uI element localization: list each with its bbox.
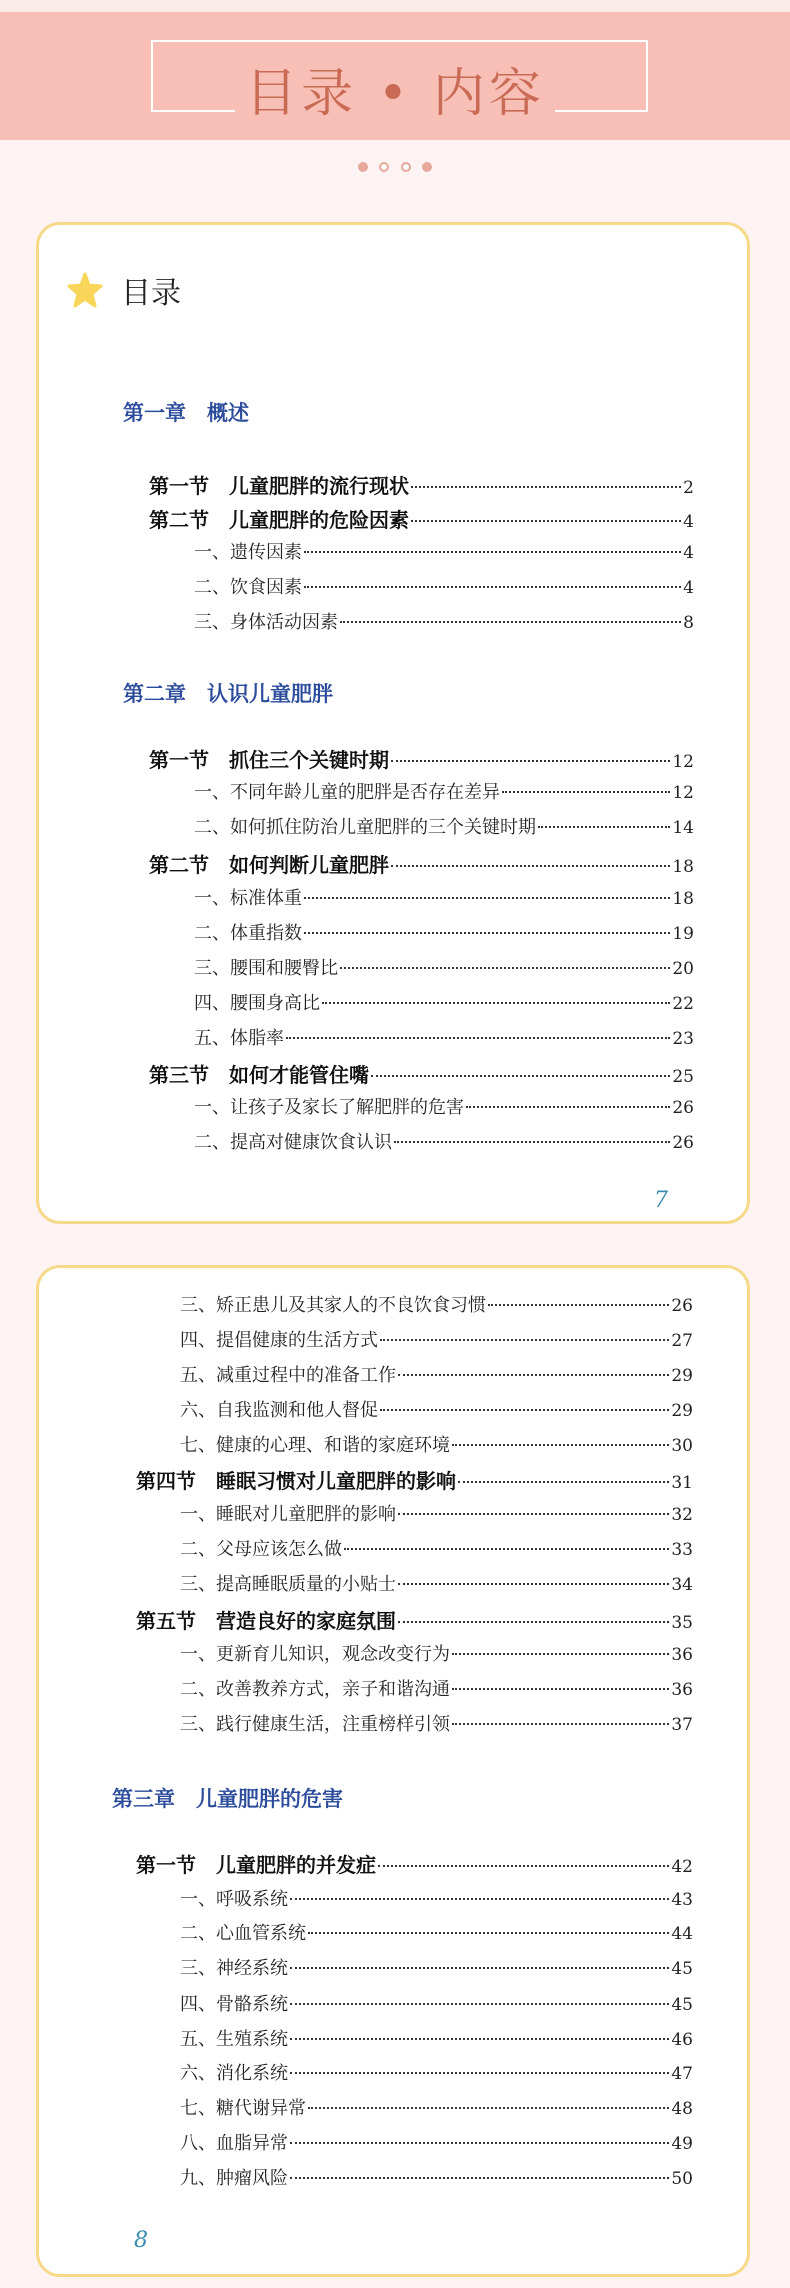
page-number: 8 <box>134 2228 148 2253</box>
toc-entry-title: 一、标准体重 <box>194 888 302 909</box>
toc-entry-page: 26 <box>671 1296 693 1316</box>
toc-entry-title: 七、健康的心理、和谐的家庭环境 <box>180 1435 450 1456</box>
toc-entry-title: 一、不同年龄儿童的肥胖是否存在差异 <box>194 782 500 803</box>
toc-subsection-entry[interactable] <box>180 2164 693 2190</box>
dot-leader <box>290 1967 669 1969</box>
dot-leader <box>398 1513 669 1515</box>
toc-entry-title: 三、提高睡眠质量的小贴士 <box>180 1574 396 1595</box>
toc-entry-title: 第三节 如何才能管住嘴 <box>149 1063 369 1087</box>
toc-subsection-entry[interactable] <box>180 1885 693 1911</box>
toc-entry-page: 12 <box>672 752 694 772</box>
toc-entry-page: 45 <box>671 1959 693 1979</box>
toc-entry-page: 50 <box>671 2169 693 2189</box>
dot-leader <box>394 1141 670 1143</box>
toc-subsection-entry[interactable] <box>180 2094 693 2120</box>
star-icon <box>67 272 103 308</box>
toc-subsection-entry[interactable] <box>180 1675 693 1701</box>
toc-entry-page: 18 <box>672 889 694 909</box>
dot-leader <box>290 2003 669 2005</box>
top-strip <box>0 0 790 12</box>
dot-leader <box>304 932 670 934</box>
page-dot[interactable] <box>422 162 432 172</box>
toc-subsection-entry[interactable] <box>194 1024 694 1050</box>
toc-entry-title: 二、饮食因素 <box>194 577 302 598</box>
dot-leader <box>371 1075 670 1077</box>
toc-entry-title: 一、更新育儿知识，观念改变行为 <box>180 1644 450 1665</box>
dot-leader <box>380 1339 669 1341</box>
toc-entry-page: 29 <box>671 1401 693 1421</box>
toc-entry-title: 二、心血管系统 <box>180 1923 306 1944</box>
toc-entry-title: 一、睡眠对儿童肥胖的影响 <box>180 1504 396 1525</box>
toc-subsection-entry[interactable] <box>180 2025 693 2051</box>
dot-leader <box>304 897 670 899</box>
dot-leader <box>340 621 681 623</box>
dot-leader <box>391 865 670 867</box>
dot-leader <box>398 1621 669 1623</box>
dot-leader <box>488 1304 669 1306</box>
toc-entry-title: 六、自我监测和他人督促 <box>180 1400 378 1421</box>
toc-entry-page: 36 <box>671 1645 693 1665</box>
toc-entry-page: 47 <box>671 2064 693 2084</box>
toc-section-entry[interactable] <box>136 1465 693 1494</box>
toc-entry-title: 六、消化系统 <box>180 2063 288 2084</box>
toc-entry-page: 18 <box>672 857 694 877</box>
toc-subsection-entry[interactable] <box>194 1093 694 1119</box>
toc-entry-page: 4 <box>683 543 694 563</box>
dot-leader <box>502 791 670 793</box>
toc-subsection-entry[interactable] <box>180 1990 693 2016</box>
dot-leader <box>290 1898 669 1900</box>
toc-entry-page: 45 <box>671 1995 693 2015</box>
banner-title <box>0 46 790 142</box>
toc-entry-page: 42 <box>671 1857 693 1877</box>
toc-subsection-entry[interactable] <box>180 1500 693 1526</box>
toc-entry-page: 35 <box>671 1613 693 1633</box>
toc-entry-page: 37 <box>671 1715 693 1735</box>
dot-leader <box>290 2072 669 2074</box>
toc-entry-page: 19 <box>672 924 694 944</box>
toc-entry-title: 一、呼吸系统 <box>180 1889 288 1910</box>
toc-section-entry[interactable] <box>149 849 694 878</box>
toc-entry-title: 二、提高对健康饮食认识 <box>194 1132 392 1153</box>
dot-leader <box>344 1548 669 1550</box>
toc-entry-title: 第一节 儿童肥胖的流行现状 <box>149 474 409 498</box>
toc-entry-title: 五、生殖系统 <box>180 2029 288 2050</box>
dot-leader <box>322 1002 670 1004</box>
dot-leader <box>378 1865 669 1867</box>
toc-section-entry[interactable] <box>149 744 694 773</box>
toc-subsection-entry[interactable] <box>180 1361 693 1387</box>
dot-leader <box>340 967 670 969</box>
dot-leader <box>304 551 681 553</box>
toc-subsection-entry[interactable] <box>180 2129 693 2155</box>
toc-subsection-entry[interactable] <box>194 608 694 634</box>
toc-entry-title: 三、践行健康生活，注重榜样引领 <box>180 1714 450 1735</box>
toc-section-entry[interactable] <box>149 470 694 499</box>
dot-leader <box>411 520 681 522</box>
toc-heading <box>67 270 181 310</box>
toc-subsection-entry[interactable] <box>180 1535 693 1561</box>
dot-leader <box>286 1037 670 1039</box>
toc-entry-title: 九、肿瘤风险 <box>180 2168 288 2189</box>
dot-leader <box>452 1444 669 1446</box>
toc-entry-page: 33 <box>671 1540 693 1560</box>
toc-entry-page: 44 <box>671 1924 693 1944</box>
toc-entry-title: 五、体脂率 <box>194 1028 284 1049</box>
dot-leader <box>458 1481 669 1483</box>
dot-leader <box>290 2142 669 2144</box>
toc-entry-page: 34 <box>671 1575 693 1595</box>
toc-entry-page: 29 <box>671 1366 693 1386</box>
toc-subsection-entry[interactable] <box>180 1396 693 1422</box>
toc-entry-page: 49 <box>671 2134 693 2154</box>
toc-subsection-entry[interactable] <box>180 1710 693 1736</box>
toc-entry-title: 二、如何抓住防治儿童肥胖的三个关键时期 <box>194 817 536 838</box>
page-dot[interactable] <box>379 162 389 172</box>
toc-section-entry[interactable] <box>149 1059 694 1088</box>
toc-entry-title: 三、矫正患儿及其家人的不良饮食习惯 <box>180 1295 486 1316</box>
toc-entry-title: 七、糖代谢异常 <box>180 2098 306 2119</box>
toc-subsection-entry[interactable] <box>180 1570 693 1596</box>
toc-entry-page: 46 <box>671 2030 693 2050</box>
dot-leader <box>391 760 670 762</box>
dot-leader <box>290 2038 669 2040</box>
toc-subsection-entry[interactable] <box>180 1919 693 1945</box>
toc-subsection-entry[interactable] <box>194 954 694 980</box>
toc-entry-title: 第二节 如何判断儿童肥胖 <box>149 853 389 877</box>
toc-heading-label: 目录 <box>121 276 181 311</box>
toc-entry-page: 31 <box>671 1473 693 1493</box>
toc-entry-page: 26 <box>672 1133 694 1153</box>
toc-subsection-entry[interactable] <box>180 1431 693 1457</box>
toc-subsection-entry[interactable] <box>194 573 694 599</box>
page-indicator <box>0 156 790 170</box>
toc-subsection-entry[interactable] <box>180 1291 693 1317</box>
toc-entry-title: 二、体重指数 <box>194 923 302 944</box>
toc-card-2 <box>36 1265 750 2277</box>
toc-subsection-entry[interactable] <box>180 2059 693 2085</box>
dot-leader <box>308 2107 669 2109</box>
toc-entry-title: 第一节 抓住三个关键时期 <box>149 748 389 772</box>
toc-entry-page: 30 <box>671 1436 693 1456</box>
toc-entry-page: 4 <box>683 578 694 598</box>
toc-subsection-entry[interactable] <box>180 1640 693 1666</box>
toc-subsection-entry[interactable] <box>180 1326 693 1352</box>
toc-entry-page: 2 <box>683 478 694 498</box>
toc-section-entry[interactable] <box>149 504 694 533</box>
toc-entry-title: 四、骨骼系统 <box>180 1994 288 2015</box>
dot-leader <box>304 586 681 588</box>
toc-entry-page: 23 <box>672 1029 694 1049</box>
dot-leader <box>466 1106 670 1108</box>
toc-entry-page: 36 <box>671 1680 693 1700</box>
toc-entry-title: 第一节 儿童肥胖的并发症 <box>136 1853 376 1877</box>
toc-entry-title: 四、腰围身高比 <box>194 993 320 1014</box>
toc-entry-title: 一、遗传因素 <box>194 542 302 563</box>
toc-entry-page: 14 <box>672 818 694 838</box>
toc-entry-page: 20 <box>672 959 694 979</box>
toc-entry-title: 第四节 睡眠习惯对儿童肥胖的影响 <box>136 1469 456 1493</box>
page-dot-active[interactable] <box>358 162 368 172</box>
toc-entry-title: 八、血脂异常 <box>180 2133 288 2154</box>
chapter-title[interactable]: 第三章 儿童肥胖的危害 <box>112 1787 343 1811</box>
dot-leader <box>452 1688 669 1690</box>
toc-entry-title: 四、提倡健康的生活方式 <box>180 1330 378 1351</box>
toc-section-entry[interactable] <box>136 1849 693 1878</box>
toc-subsection-entry[interactable] <box>194 813 694 839</box>
dot-leader <box>398 1583 669 1585</box>
toc-subsection-entry[interactable] <box>194 538 694 564</box>
toc-entry-title: 第二节 儿童肥胖的危险因素 <box>149 508 409 532</box>
toc-entry-page: 25 <box>672 1067 694 1087</box>
toc-entry-title: 第五节 营造良好的家庭氛围 <box>136 1609 396 1633</box>
toc-entry-page: 32 <box>671 1505 693 1525</box>
dot-leader <box>452 1653 669 1655</box>
toc-entry-title: 二、父母应该怎么做 <box>180 1539 342 1560</box>
toc-subsection-entry[interactable] <box>194 919 694 945</box>
toc-subsection-entry[interactable] <box>180 1954 693 1980</box>
toc-entry-title: 三、腰围和腰臀比 <box>194 958 338 979</box>
toc-entry-page: 8 <box>683 613 694 633</box>
dot-leader <box>290 2177 669 2179</box>
toc-card-1 <box>36 222 750 1224</box>
toc-entry-page: 22 <box>672 994 694 1014</box>
dot-leader <box>398 1374 669 1376</box>
dot-leader <box>411 486 681 488</box>
toc-entry-page: 4 <box>683 512 694 532</box>
toc-subsection-entry[interactable] <box>194 778 694 804</box>
toc-entry-page: 27 <box>671 1331 693 1351</box>
page-dot[interactable] <box>401 162 411 172</box>
toc-section-entry[interactable] <box>136 1605 693 1634</box>
toc-entry-title: 三、神经系统 <box>180 1958 288 1979</box>
chapter-title[interactable]: 第二章 认识儿童肥胖 <box>123 682 333 706</box>
toc-entry-page: 48 <box>671 2099 693 2119</box>
toc-entry-page: 26 <box>672 1098 694 1118</box>
toc-entry-title: 五、减重过程中的准备工作 <box>180 1365 396 1386</box>
toc-subsection-entry[interactable] <box>194 1128 694 1154</box>
toc-entry-page: 43 <box>671 1890 693 1910</box>
dot-leader <box>538 826 670 828</box>
dot-leader <box>452 1723 669 1725</box>
toc-entry-title: 一、让孩子及家长了解肥胖的危害 <box>194 1097 464 1118</box>
toc-subsection-entry[interactable] <box>194 884 694 910</box>
page-number: 7 <box>654 1188 668 1213</box>
banner-title-text: 目录 • 内容 <box>235 64 555 124</box>
toc-entry-page: 12 <box>672 783 694 803</box>
toc-entry-title: 三、身体活动因素 <box>194 612 338 633</box>
chapter-title[interactable]: 第一章 概述 <box>123 401 249 425</box>
dot-leader <box>308 1932 669 1934</box>
dot-leader <box>380 1409 669 1411</box>
toc-entry-title: 二、改善教养方式，亲子和谐沟通 <box>180 1679 450 1700</box>
toc-subsection-entry[interactable] <box>194 989 694 1015</box>
